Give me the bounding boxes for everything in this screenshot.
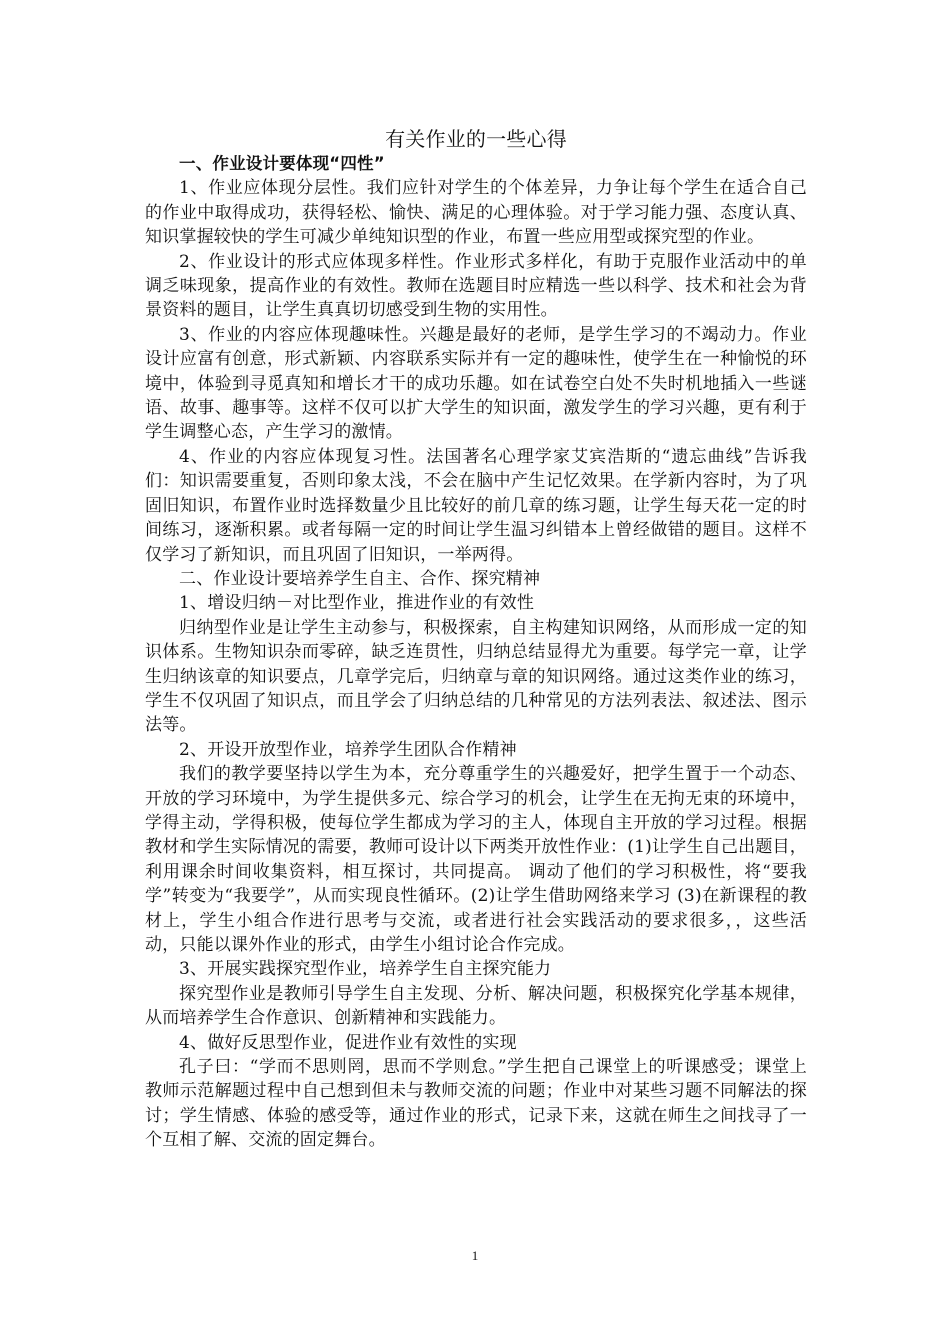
paragraph: 孔子曰：“学而不思则罔，思而不学则怠。”学生把自己课堂上的听课感受；课堂上教师示范解题过程中自己想到但未与教师交流的问题；作业中对某些习题不同解法的探讨；学生情感、体验的感受等，通过作业的形式，记录下来，这就在师生之间找寻了一个互相了解、交流的固定舞台。 [145,1057,807,1151]
paragraph: 3、作业的内容应体现趣味性。兴趣是最好的老师，是学生学习的不竭动力。作业设计应富有创意，形式新颖、内容联系实际并有一定的趣味性，使学生在一种愉悦的环境中，体验到寻觅真知和增长才干的成功乐趣。如在试卷空白处不失时机地插入一些谜语、故事、趣事等。这样不仅可以扩大学生的知识面，激发学生的学习兴趣，更有利于学生调整心态，产生学习的激情。 [145,324,807,443]
subheading: 1、增设归纳－对比型作业，推进作业的有效性 [179,593,535,614]
paragraph: 探究型作业是教师引导学生自主发现、分析、解决问题，积极探究化学基本规律，从而培养学生合作意识、创新精神和实践能力。 [145,983,807,1029]
paragraph: 1、作业应体现分层性。我们应针对学生的个体差异，力争让每个学生在适合自己的作业中取得成功，获得轻松、愉快、满足的心理体验。对于学习能力强、态度认真、知识掌握较快的学生可减少单纯知识型的作业，布置一些应用型或探究型的作业。 [145,178,807,248]
document-body [145,126,807,1153]
section-heading-1: 一、作业设计要体现“四性” [179,154,385,173]
section-heading-2: 二、作业设计要培养学生自主、合作、探究精神 [179,568,541,589]
document-title: 有关作业的一些心得 [385,127,567,151]
paragraph: 归纳型作业是让学生主动参与，积极探索，自主构建知识网络，从而形成一定的知识体系。生物知识杂而零碎，缺乏连贯性，归纳总结显得尤为重要。每学完一章，让学生归纳该章的知识要点，几章学完后，归纳章与章的知识网络。通过这类作业的练习，学生不仅巩固了知识点，而且学会了归纳总结的几种常见的方法列表法、叙述法、图示法等。 [145,617,807,736]
subheading: 4、做好反思型作业，促进作业有效性的实现 [179,1032,517,1053]
paragraph: 4、作业的内容应体现复习性。法国著名心理学家艾宾浩斯的“遗忘曲线”告诉我们：知识需要重复，否则印象太浅，不会在脑中产生记忆效果。在学新内容时，为了巩固旧知识，布置作业时选择数量少且比较好的前几章的练习题，让学生每天花一定的时间练习，逐渐积累。或者每隔一定的时间让学生温习纠错本上曾经做错的题目。这样不仅学习了新知识，而且巩固了旧知识，一举两得。 [145,446,807,565]
paragraph: 2、作业设计的形式应体现多样性。作业形式多样化，有助于克服作业活动中的单调乏味现象，提高作业的有效性。教师在选题目时应精选一些以科学、技术和社会为背景资料的题目，让学生真真切切感受到生物的实用性。 [145,251,807,321]
paragraph: 我们的教学要坚持以学生为本，充分尊重学生的兴趣爱好，把学生置于一个动态、开放的学习环境中，为学生提供多元、综合学习的机会，让学生在无拘无束的环境中，学得主动，学得积极，使每位学生都成为学习的主人，体现自主开放的学习过程。根据教材和学生实际情况的需要，教师可设计以下两类开放性作业：(1)让学生自己出题目，利用课余时间收集资料，相互探讨，共同提高。 调动了他们的学习积极性，将“要我学”转变为“我要学”，从而实现良性循环。(2)让学生借助网络来学习 (3)在新课程的教材上，学生小组合作进行思考与交流，或者进行社会实践活动的要求很多，，这些活动，只能以课外作业的形式，由学生小组讨论合作完成。 [145,764,807,955]
subheading: 2、开设开放型作业，培养学生团队合作精神 [179,739,517,760]
page-number: 1 [471,1248,479,1263]
subheading: 3、开展实践探究型作业，培养学生自主探究能力 [179,959,552,980]
